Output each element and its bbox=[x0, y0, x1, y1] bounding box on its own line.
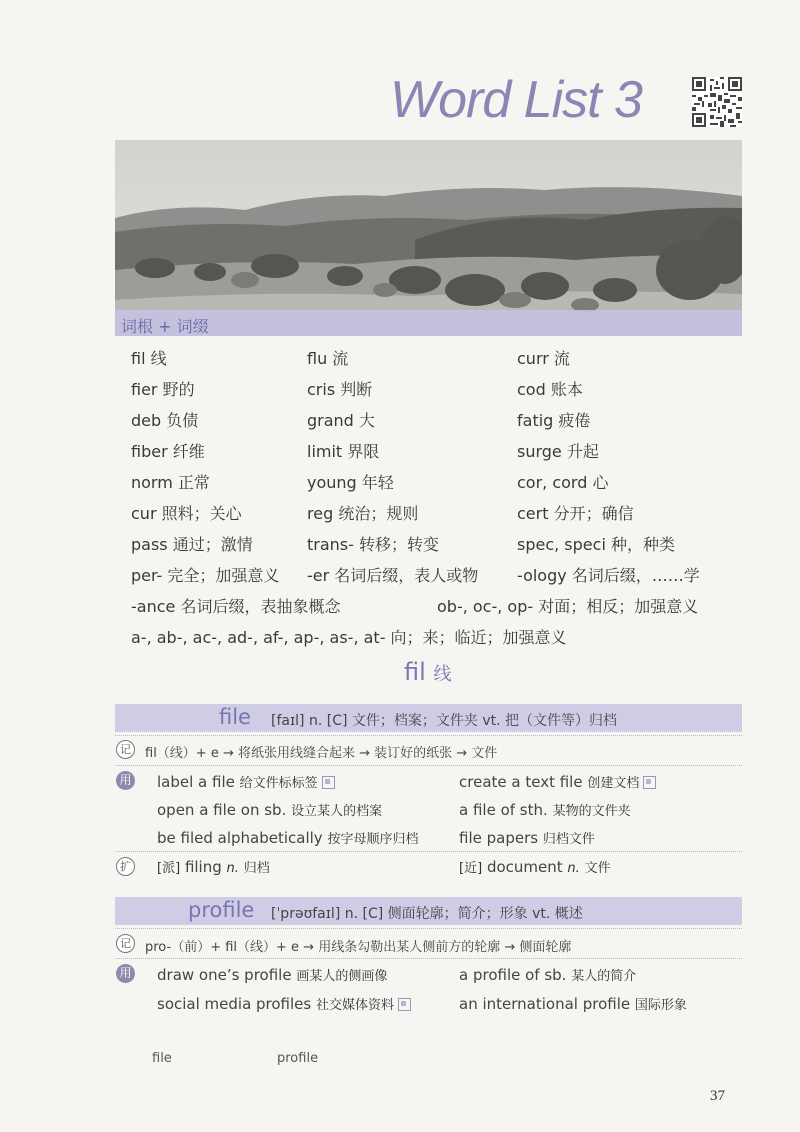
root-item: ob-, oc-, op- 对面；相反；加强意义 bbox=[437, 597, 699, 616]
divider bbox=[115, 765, 742, 766]
landscape-photo bbox=[115, 140, 742, 336]
usage-phrase: create a text file 创建文档 bbox=[459, 772, 656, 791]
extend-icon: 扩 bbox=[116, 857, 135, 876]
entry-definition: [faɪl] n. [C] 文件；档案；文件夹 vt. 把（文件等）归档 bbox=[271, 713, 618, 729]
page-title: Word List 3 bbox=[390, 71, 642, 129]
roots-section-bar bbox=[115, 310, 742, 336]
root-item: spec, speci 种，种类 bbox=[517, 535, 675, 554]
root-item: fil 线 bbox=[131, 349, 167, 368]
entry-word[interactable]: file bbox=[219, 705, 251, 729]
root-item: -ology 名词后缀，……学 bbox=[517, 566, 700, 585]
root-item: cor, cord 心 bbox=[517, 473, 609, 492]
root-item: young 年轻 bbox=[307, 473, 394, 492]
root-item: flu 流 bbox=[307, 349, 349, 368]
root-heading bbox=[404, 658, 451, 686]
etymology-text: fil（线）+ e → 将纸张用线缝合起来 → 装订好的纸张 → 文件 bbox=[145, 746, 498, 761]
memory-icon: 记 bbox=[116, 740, 135, 759]
entry-definition: [ˈprəʊfaɪl] n. [C] 侧面轮廓；简介；形象 vt. 概述 bbox=[271, 906, 583, 922]
usage-phrase: an international profile 国际形象 bbox=[459, 995, 687, 1013]
qr-code-icon[interactable] bbox=[692, 76, 742, 128]
root-item: deb 负债 bbox=[131, 411, 199, 430]
divider bbox=[115, 928, 742, 929]
audio-icon[interactable] bbox=[398, 998, 411, 1011]
root-item: -ance 名词后缀，表抽象概念 bbox=[131, 597, 341, 616]
root-item: a-, ab-, ac-, ad-, af-, ap-, as-, at- 向；来；临近；加强意义 bbox=[131, 628, 567, 647]
root-item: fiber 纤维 bbox=[131, 442, 205, 461]
root-item: curr 流 bbox=[517, 349, 570, 368]
usage-phrase: draw one’s profile 画某人的侧画像 bbox=[157, 966, 388, 984]
footer-word: profile bbox=[277, 1051, 319, 1066]
root-item: fatig 疲倦 bbox=[517, 411, 591, 430]
usage-phrase: a file of sth. 某物的文件夹 bbox=[459, 801, 631, 819]
audio-icon[interactable] bbox=[322, 776, 335, 789]
usage-icon: 用 bbox=[116, 964, 135, 983]
page-number: 37 bbox=[710, 1088, 725, 1104]
usage-phrase: social media profiles 社交媒体资料 bbox=[157, 994, 411, 1013]
usage-phrase: be filed alphabetically 按字母顺序归档 bbox=[157, 829, 419, 847]
root-item: cod 账本 bbox=[517, 380, 583, 399]
usage-phrase: open a file on sb. 设立某人的档案 bbox=[157, 801, 383, 819]
usage-phrase: a profile of sb. 某人的简介 bbox=[459, 966, 637, 984]
root-item: norm 正常 bbox=[131, 473, 210, 492]
footer-word: file bbox=[152, 1051, 172, 1066]
root-heading-word: fil bbox=[404, 658, 426, 686]
root-item: limit 界限 bbox=[307, 442, 380, 461]
divider bbox=[115, 958, 742, 959]
etymology-text: pro-（前）+ fil（线）+ e → 用线条勾勒出某人侧前方的轮廓 → 侧面轮廓 bbox=[145, 940, 572, 955]
roots-section-label: 词根 + 词缀 bbox=[121, 317, 209, 336]
usage-phrase: file papers 归档文件 bbox=[459, 829, 595, 847]
root-item: per- 完全；加强意义 bbox=[131, 566, 280, 585]
divider bbox=[115, 851, 742, 852]
root-item: reg 统治；规则 bbox=[307, 504, 419, 523]
usage-icon: 用 bbox=[116, 771, 135, 790]
usage-phrase: label a file 给文件标标签 bbox=[157, 772, 335, 791]
root-item: grand 大 bbox=[307, 411, 375, 430]
root-item: -er 名词后缀，表人或物 bbox=[307, 566, 479, 585]
root-item: cur 照料；关心 bbox=[131, 504, 242, 523]
divider bbox=[115, 735, 742, 736]
root-item: pass 通过；激情 bbox=[131, 535, 253, 554]
root-item: surge 升起 bbox=[517, 442, 599, 461]
extend-item: [近] document n. 文件 bbox=[459, 858, 611, 876]
memory-icon: 记 bbox=[116, 934, 135, 953]
root-item: cris 判断 bbox=[307, 380, 373, 399]
root-item: trans- 转移；转变 bbox=[307, 535, 439, 554]
entry-word[interactable]: profile bbox=[188, 898, 255, 922]
audio-icon[interactable] bbox=[643, 776, 656, 789]
root-heading-meaning: 线 bbox=[433, 664, 452, 685]
root-item: cert 分开；确信 bbox=[517, 504, 634, 523]
extend-item: [派] filing n. 归档 bbox=[157, 858, 270, 876]
root-item: fier 野的 bbox=[131, 380, 195, 399]
